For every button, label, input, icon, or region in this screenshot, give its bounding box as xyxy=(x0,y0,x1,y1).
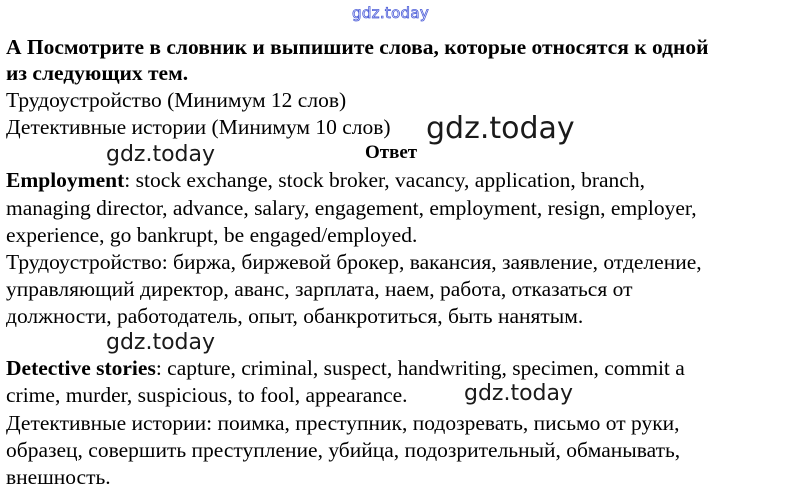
employment-label: Employment xyxy=(6,168,125,192)
watermark-top: gdz.today xyxy=(352,4,430,22)
detective-ru-line-2: образец, совершить преступление, убийца, подозрительный, обманывать, xyxy=(6,438,681,462)
employment-line-2: managing director, advance, salary, engagement, employment, resign, employer, xyxy=(6,196,697,220)
watermark-large: gdz.today xyxy=(426,111,575,146)
employment-line-3: experience, go bankrupt, be engaged/employed. xyxy=(6,223,418,247)
task-title-line-1: А Посмотрите в словник и выпишите слова, которые относятся к одной xyxy=(6,35,709,59)
task-topic-2: Детективные истории (Минимум 10 слов) xyxy=(6,115,391,139)
employment-ru-line-1: Трудоустройство: биржа, биржевой брокер, вакансия, заявление, отделение, xyxy=(6,250,702,274)
watermark-left-2: gdz.today xyxy=(106,330,216,355)
detective-line-1 xyxy=(6,355,685,381)
detective-ru-line-1: Детективные истории: поимка, преступник, подозревать, письмо от руки, xyxy=(6,411,680,435)
detective-ru-line-3: внешность. xyxy=(6,465,111,489)
task-topic-1: Трудоустройство (Минимум 12 слов) xyxy=(6,88,347,112)
detective-words-1: : capture, criminal, suspect, handwriting, specimen, commit a xyxy=(155,356,685,380)
employment-ru-line-3: должности, работодатель, опыт, обанкротиться, быть нанятым. xyxy=(6,304,584,328)
employment-ru-line-2: управляющий директор, аванс, зарплата, наем, работа, отказаться от xyxy=(6,277,633,301)
task-title-line-2: из следующих тем. xyxy=(6,61,189,85)
watermark-left-1: gdz.today xyxy=(106,142,216,167)
employment-line-1 xyxy=(6,167,645,193)
answer-heading: Ответ xyxy=(365,142,418,163)
detective-label: Detective stories xyxy=(6,356,156,380)
employment-words-1: : stock exchange, stock broker, vacancy, application, branch, xyxy=(124,168,645,192)
watermark-right: gdz.today xyxy=(464,381,574,406)
detective-line-2: crime, murder, suspicious, to fool, appearance. xyxy=(6,383,408,407)
